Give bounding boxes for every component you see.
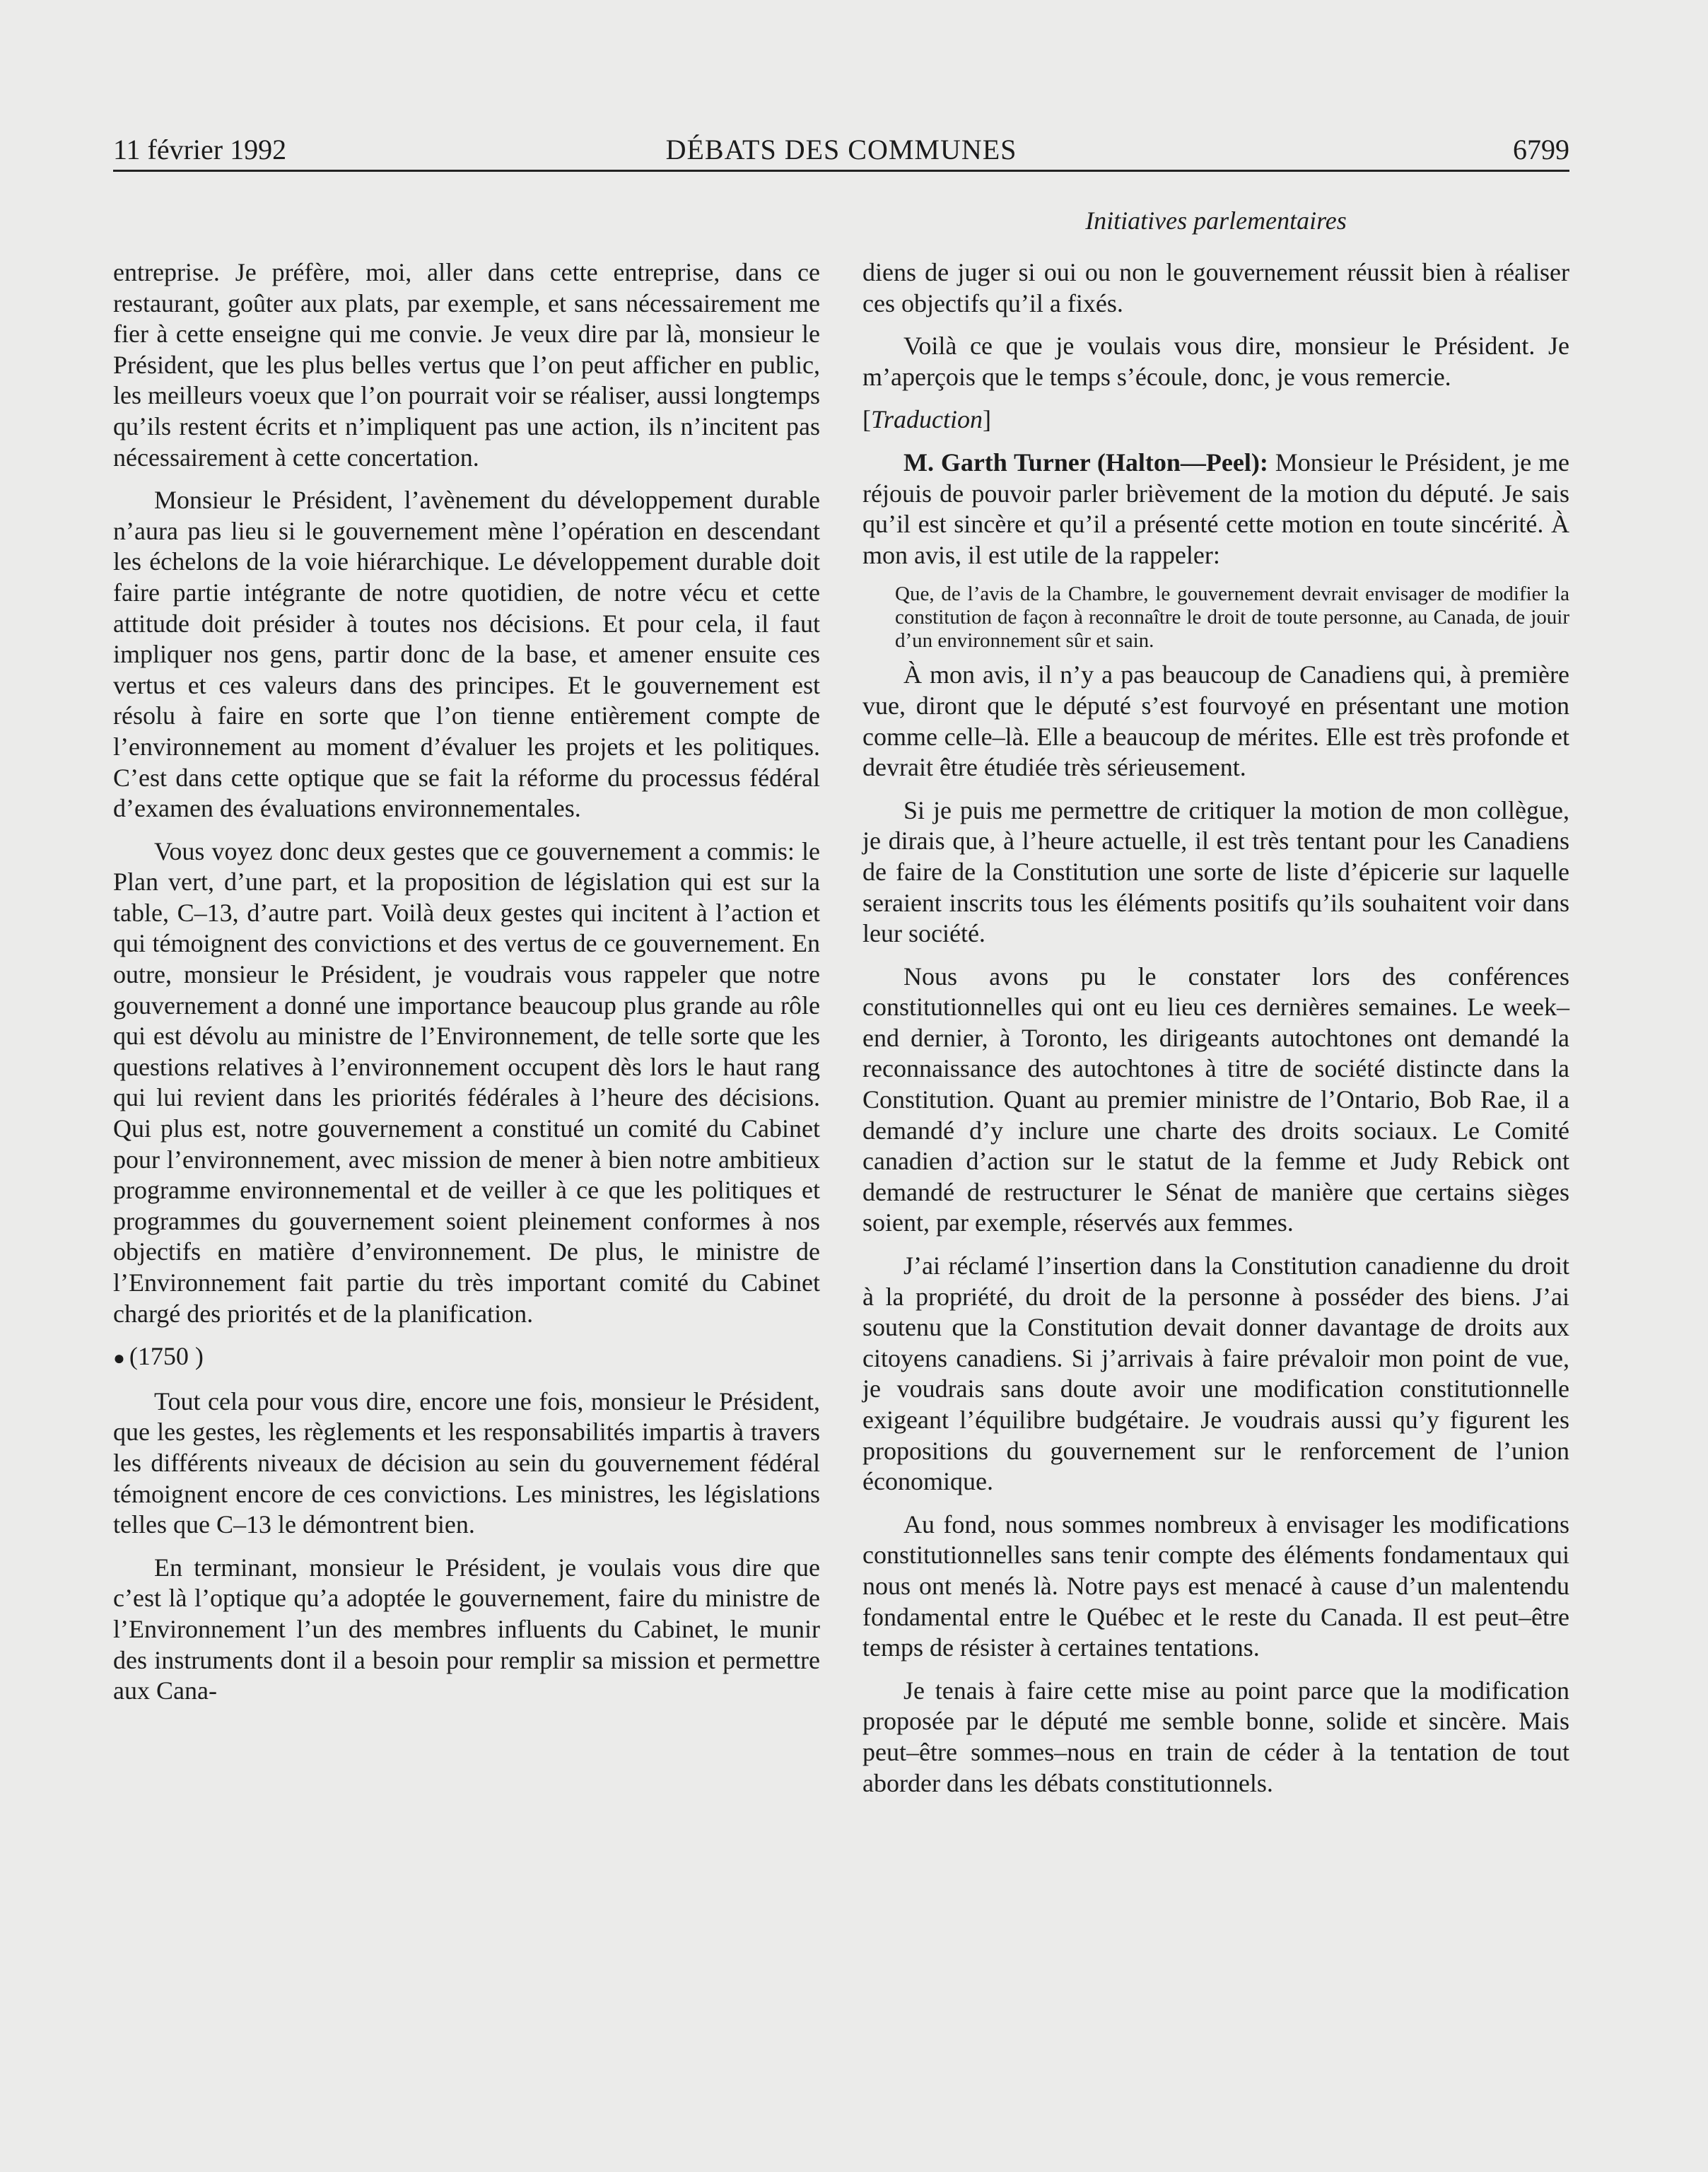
translation-word: Traduction	[871, 405, 983, 434]
header-page-number: 6799	[1513, 134, 1569, 165]
paragraph: Tout cela pour vous dire, encore une fois, monsieur le Président, que les gestes, les règlements et les responsabilités impartis à travers les différents niveaux de décision au sein du gouvernement fédéral témoignent encore de ces convictions. Les ministres, les législations telles que C–13 le démontrent bien.	[113, 1386, 820, 1539]
paragraph: Je tenais à faire cette mise au point parce que la modification proposée par le député me semble bonne, solide et sincère. Mais peut–être sommes–nous en train de céder à la tentation de tout aborder dans les débats constitutionnels.	[862, 1676, 1569, 1797]
left-column	[113, 257, 820, 1719]
header-title: DÉBATS DES COMMUNES	[665, 134, 1017, 165]
paragraph: J’ai réclamé l’insertion dans la Constitution canadienne du droit à la propriété, du droit de la personne à posséder des biens. J’ai soutenu que la Constitution devait donner davantage de droits aux citoyens canadiens. Si j’arrivais à faire prévaloir mon point de vue, je voudrais sans doute avoir une modification constitutionnelle exigeant l’équilibre budgétaire. Je voudrais aussi qu’y figurent les propositions du gouvernement sur le renforcement de l’union économique.	[862, 1251, 1569, 1496]
paragraph: Nous avons pu le constater lors des conférences constitutionnelles qui ont eu lieu ces dernières semaines. Le week–end dernier, à Toronto, les dirigeants autochtones ont demandé la reconnaissance des autochtones à titre de société distincte dans la Constitution. Quant au premier ministre de l’Ontario, Bob Rae, il a demandé d’y inclure une charte des droits sociaux. Le Comité canadien d’action sur le statut de la femme et Judy Rebick ont demandé de restructurer le Sénat de manière que certains sièges soient, par exemple, réservés aux femmes.	[862, 962, 1569, 1237]
paragraph: Monsieur le Président, l’avènement du développement durable n’aura pas lieu si le gouvernement mène l’opération en descendant les échelons de la voie hiérarchique. Le développement durable doit faire partie intégrante de notre quotidien, de notre vécu et cette attitude doit présider à toutes nos décisions. Et pour cela, il faut impliquer nos gens, partir donc de la base, et amener ensuite ces vertus et ces valeurs dans des principes. Et le gouvernement est résolu à faire en sorte que l’on tienne entièrement compte de l’environnement au moment d’évaluer les projets et les politiques. C’est dans cette optique que se fait la réforme du processus fédéral d’examen des évaluations environnementales.	[113, 486, 820, 823]
bullet-icon: ●	[113, 1348, 125, 1370]
paragraph: Voilà ce que je voulais vous dire, monsieur le Président. Je m’aperçois que le temps s’écoule, donc, je vous remercie.	[862, 332, 1569, 391]
translation-note	[862, 404, 1569, 436]
speech-text: Monsieur le Président, je me réjouis de pouvoir parler brièvement de la motion du député. Je sais qu’il est sincère et qu’il a présenté cette motion en toute sincérité. À mon avis, il est utile de la rappeler:	[862, 448, 1570, 569]
paragraph: À mon avis, il n’y a pas beaucoup de Canadiens qui, à première vue, diront que le député s’est fourvoyé en présentant une motion comme celle–là. Elle a beaucoup de mérites. Elle est très profonde et devrait être étudiée très sérieusement.	[862, 660, 1569, 782]
paragraph: diens de juger si oui ou non le gouvernement réussit bien à réaliser ces objectifs qu’il a fixés.	[862, 258, 1569, 317]
paragraph: En terminant, monsieur le Président, je voulais vous dire que c’est là l’optique qu’a adoptée le gouvernement, faire du ministre de l’Environnement l’un des membres influents du Cabinet, le munir des instruments dont il a besoin pour remplir sa mission et permettre aux Cana-	[113, 1553, 820, 1705]
speaker-name: M. Garth Turner (Halton—Peel):	[903, 448, 1268, 477]
speech-paragraph	[862, 448, 1569, 571]
time-marker-text: (1750 )	[129, 1342, 204, 1371]
motion-quote: Que, de l’avis de la Chambre, le gouvernement devrait envisager de modifier la constitution de façon à reconnaître le droit de toute personne, au Canada, de jouir d’un environnement sûr et sain.	[895, 583, 1569, 653]
bracket-open: [	[862, 405, 871, 434]
page-header	[113, 130, 1569, 172]
right-column	[862, 257, 1569, 1811]
time-marker	[113, 1341, 820, 1374]
header-date: 11 février 1992	[113, 134, 287, 165]
bracket-close: ]	[983, 405, 992, 434]
paragraph: Vous voyez donc deux gestes que ce gouvernement a commis: le Plan vert, d’une part, et la proposition de législation qui est sur la table, C–13, d’autre part. Voilà deux gestes qui incitent à l’action et qui témoignent des convictions et des vertus de ce gouvernement. En outre, monsieur le Président, je voudrais vous rappeler que notre gouvernement a donné une importance beaucoup plus grande au rôle qui est dévolu au ministre de l’Environnement, de telle sorte que les questions relatives à l’environnement occupent dès lors le haut rang qui lui revient dans les priorités fédérales à l’heure des décisions. Qui plus est, notre gouvernement a constitué un comité du Cabinet pour l’environnement, avec mission de mener à bien notre ambitieux programme environnemental et de veiller à ce que les politiques et programmes du gouvernement soient pleinement conformes à nos objectifs en matière d’environnement. De plus, le ministre de l’Environnement fait partie du très important comité du Cabinet chargé des priorités et de la planification.	[113, 836, 820, 1328]
paragraph: Si je puis me permettre de critiquer la motion de mon collègue, je dirais que, à l’heure actuelle, il est très tentant pour les Canadiens de faire de la Constitution une sorte de liste d’épicerie sur laquelle seraient inscrits tous les éléments positifs qu’ils souhaitent voir dans leur société.	[862, 795, 1569, 948]
paragraph: Au fond, nous sommes nombreux à envisager les modifications constitutionnelles sans tenir compte des éléments fondamentaux qui nous ont menés là. Notre pays est menacé à cause d’un malentendu fondamental entre le Québec et le reste du Canada. Il est peut–être temps de résister à certaines tentations.	[862, 1510, 1569, 1662]
section-label: Initiatives parlementaires	[1085, 206, 1347, 235]
paragraph: entreprise. Je préfère, moi, aller dans cette entreprise, dans ce restaurant, goûter aux plats, par exemple, et sans nécessairement me fier à cette enseigne qui me convie. Je veux dire par là, monsieur le Président, que les plus belles vertus que l’on peut afficher en public, les meilleurs voeux que l’on pourrait voir se réaliser, aussi longtemps qu’ils restent écrits et n’impliquent pas une action, ils n’incitent pas nécessairement à cette concertation.	[113, 258, 820, 472]
